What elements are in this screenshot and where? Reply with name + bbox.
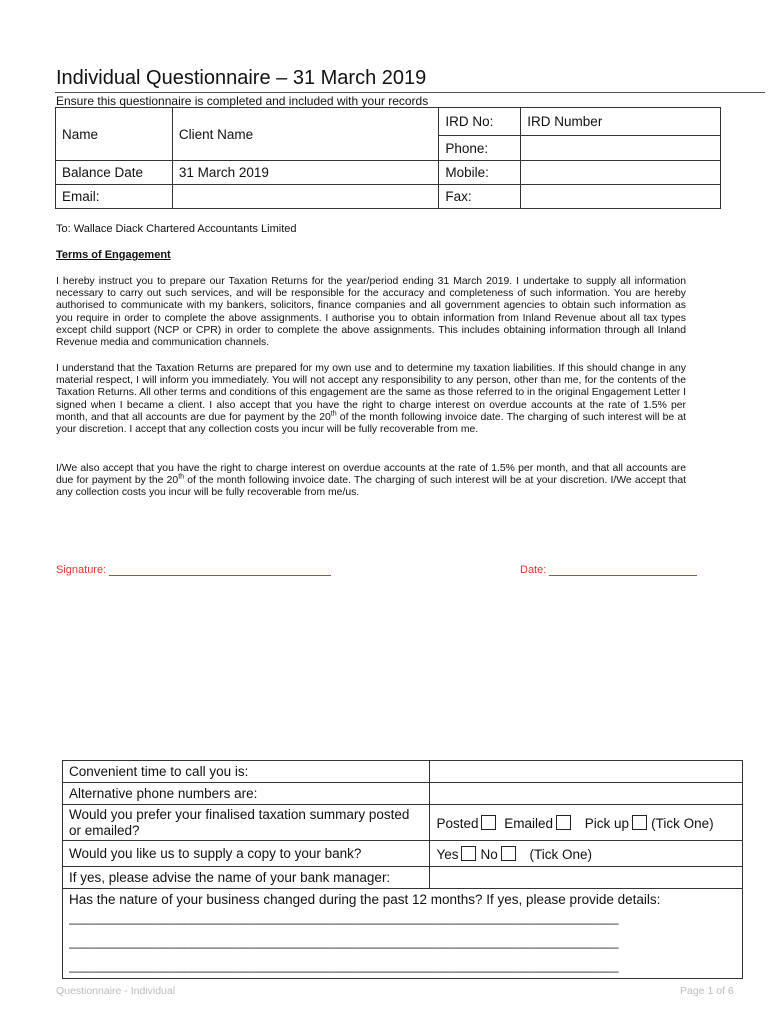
para2-text-a: I understand that the Taxation Returns are prepared for my own use and to determine my taxation liabilities. If this should change in any material respect, I will inform you immediately. You will not accept any responsibility to any person, other than me, for the contents of the Taxation Returns. All other terms and conditions of this engagement are the same as those referred to in the original Engagement Letter I signed when I became a client. I also accept that you have the right to charge interest on overdue accounts at the rate of 1.5% per month, and that all accounts are due for payment by the 20 bbox=[56, 363, 686, 423]
tick-one-label-2: (Tick One) bbox=[529, 846, 593, 862]
date-field[interactable] bbox=[549, 575, 697, 576]
addressee-line: To: Wallace Diack Chartered Accountants Limited bbox=[56, 223, 297, 235]
name-label: Name bbox=[56, 108, 173, 161]
posted-label: Posted bbox=[436, 815, 479, 831]
email-value[interactable] bbox=[172, 185, 439, 209]
bank-manager-field[interactable] bbox=[430, 867, 743, 889]
page-subtitle: Ensure this questionnaire is completed and included with your records bbox=[56, 94, 429, 108]
no-checkbox[interactable] bbox=[501, 846, 516, 861]
terms-paragraph-2 bbox=[56, 363, 686, 436]
business-change-cell bbox=[63, 889, 743, 979]
date-label: Date: bbox=[520, 564, 547, 576]
balance-date-value[interactable]: 31 March 2019 bbox=[172, 161, 439, 185]
page-title: Individual Questionnaire – 31 March 2019 bbox=[56, 67, 427, 89]
phone-value[interactable] bbox=[521, 136, 721, 161]
signature-field[interactable] bbox=[109, 575, 331, 576]
para3-text-a: I/We also accept that you have the right to charge interest on overdue accounts at the rate of 1.5% per month, and that all accounts are due for payment by the 20 bbox=[56, 463, 686, 487]
call-time-label: Convenient time to call you is: bbox=[63, 761, 430, 783]
balance-date-label: Balance Date bbox=[56, 161, 173, 185]
alt-phone-label: Alternative phone numbers are: bbox=[63, 783, 430, 805]
details-line-2[interactable]: ____________________________________________________________________________ bbox=[69, 934, 619, 949]
mobile-label: Mobile: bbox=[439, 161, 521, 185]
no-label: No bbox=[480, 846, 498, 862]
signature-label: Signature: bbox=[56, 564, 107, 576]
ird-label: IRD No: bbox=[439, 108, 521, 136]
client-details-table bbox=[55, 107, 721, 209]
terms-heading: Terms of Engagement bbox=[56, 249, 171, 261]
name-value[interactable]: Client Name bbox=[172, 108, 439, 161]
yes-label: Yes bbox=[436, 846, 459, 862]
details-line-3[interactable]: ____________________________________________________________________________ bbox=[69, 958, 619, 973]
tick-one-label: (Tick One) bbox=[651, 815, 714, 831]
bank-copy-question: Would you like us to supply a copy to your bank? bbox=[63, 841, 430, 867]
title-rule bbox=[55, 92, 765, 93]
summary-question: Would you prefer your finalised taxation summary posted or emailed? bbox=[63, 805, 430, 841]
questions-table bbox=[62, 760, 743, 979]
business-change-question: Has the nature of your business changed during the past 12 months? If yes, please provide details: bbox=[69, 892, 661, 907]
emailed-label: Emailed bbox=[504, 815, 554, 831]
ird-value[interactable]: IRD Number bbox=[521, 108, 721, 136]
para3-text-b: of the month following invoice date. The charging of such interest will be at your discretion. I/We accept that any collection costs you incur will be fully recoverable from me/us. bbox=[56, 475, 686, 499]
footer-page-number: Page 1 of 6 bbox=[680, 985, 734, 997]
terms-paragraph-3 bbox=[56, 463, 686, 500]
posted-checkbox[interactable] bbox=[481, 815, 496, 830]
pickup-checkbox[interactable] bbox=[632, 815, 647, 830]
phone-label: Phone: bbox=[439, 136, 521, 161]
details-line-1[interactable]: ____________________________________________________________________________ bbox=[69, 910, 619, 925]
yes-checkbox[interactable] bbox=[461, 846, 476, 861]
pickup-label: Pick up bbox=[584, 815, 630, 831]
para2-superscript: th bbox=[330, 410, 337, 418]
alt-phone-field[interactable] bbox=[430, 783, 743, 805]
bank-copy-options bbox=[430, 841, 743, 867]
email-label: Email: bbox=[56, 185, 173, 209]
fax-value[interactable] bbox=[521, 185, 721, 209]
fax-label: Fax: bbox=[439, 185, 521, 209]
para2-text-b: of the month following invoice date. The charging of such interest will be at your discretion. I accept that any collection costs you incur will be fully recoverable from me. bbox=[56, 411, 686, 436]
para3-superscript: th bbox=[178, 473, 185, 481]
footer-doc-name: Questionnaire - Individual bbox=[56, 985, 176, 997]
call-time-field[interactable] bbox=[430, 761, 743, 783]
summary-options bbox=[430, 805, 743, 841]
mobile-value[interactable] bbox=[521, 161, 721, 185]
terms-paragraph-1: I hereby instruct you to prepare our Taxation Returns for the year/period ending 31 March 2019. I undertake to supply all information necessary to carry out such services, and will be responsible for the accuracy and completeness of such information. You are hereby authorised to communicate with my bankers, solicitors, finance companies and all government agencies to obtain such information as you require in order to complete the above assignments. I authorise you to obtain information from Inland Revenue about all tax types except child support (NCP or CPR) in order to complete the above assignments. This includes obtaining information through all Inland Revenue media and communication channels. bbox=[56, 276, 686, 349]
emailed-checkbox[interactable] bbox=[556, 815, 571, 830]
bank-manager-label: If yes, please advise the name of your bank manager: bbox=[63, 867, 430, 889]
